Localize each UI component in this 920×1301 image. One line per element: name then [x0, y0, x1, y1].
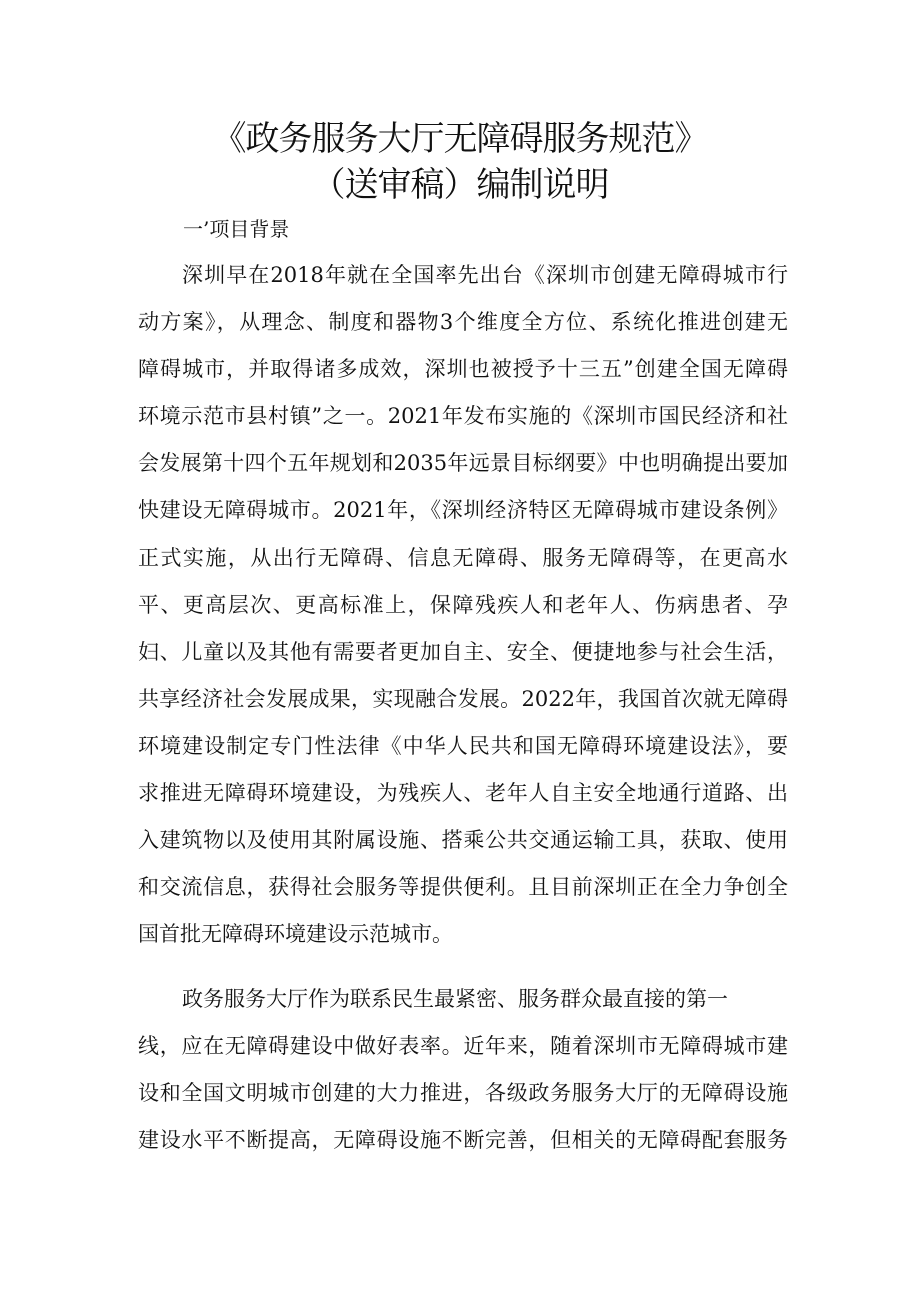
paragraph-line: 共享经济社会发展成果，实现融合发展。2022年，我国首次就无障碍	[138, 686, 788, 711]
paragraph-line: 会发展第十四个五年规划和2035年远景目标纲要》中也明确提出要加	[138, 451, 788, 476]
paragraph-line: 环境示范市县村镇”之一。2021年发布实施的《深圳市国民经济和社	[138, 404, 788, 429]
paragraph-line: 障碍城市，并取得诸多成效，深圳也被授予十三五”创建全国无障碍	[138, 357, 788, 382]
paragraph-line: 建设水平不断提高，无障碍设施不断完善，但相关的无障碍配套服务	[138, 1128, 788, 1153]
paragraph-line: 动方案》，从理念、制度和器物3个维度全方位、系统化推进创建无	[138, 310, 788, 335]
paragraph-line: 设和全国文明城市创建的大力推进，各级政务服务大厅的无障碍设施	[138, 1081, 788, 1106]
paragraph-line: 入建筑物以及使用其附属设施、搭乘公共交通运输工具，获取、使用	[138, 828, 788, 853]
section-heading: 一’项目背景	[183, 217, 290, 241]
document-title-line2: （送审稿）编制说明	[311, 165, 609, 205]
paragraph-line: 正式实施，从出行无障碍、信息无障碍、服务无障碍等，在更高水	[138, 545, 788, 570]
paragraph-line: 求推进无障碍环境建设，为残疾人、老年人自主安全地通行道路、出	[138, 781, 788, 806]
paragraph-line: 快建设无障碍城市。2021年，《深圳经济特区无障碍城市建设条例》	[138, 498, 788, 523]
paragraph-line: 国首批无障碍环境建设示范城市。	[138, 922, 453, 947]
paragraph-line: 线，应在无障碍建设中做好表率。近年来，随着深圳市无障碍城市建	[138, 1034, 788, 1059]
paragraph-service-hall	[138, 976, 788, 1164]
paragraph-line: 和交流信息，获得社会服务等提供便利。且目前深圳正在全力争创全	[138, 875, 788, 900]
paragraph-line: 政务服务大厅作为联系民生最紧密、服务群众最直接的第一	[182, 987, 728, 1011]
paragraph-background	[138, 252, 788, 958]
document-title-line1: 《政务服务大厅无障碍服务规范》	[212, 119, 708, 159]
paragraph-line: 平、更高层次、更高标准上，保障残疾人和老年人、伤病患者、孕	[138, 592, 788, 617]
paragraph-line: 深圳早在2018年就在全国率先出台《深圳市创建无障碍城市行	[182, 263, 788, 287]
paragraph-line: 妇、儿童以及其他有需要者更加自主、安全、便捷地参与社会生活，	[138, 639, 788, 664]
paragraph-line: 环境建设制定专门性法律《中华人民共和国无障碍环境建设法》，要	[138, 733, 788, 758]
